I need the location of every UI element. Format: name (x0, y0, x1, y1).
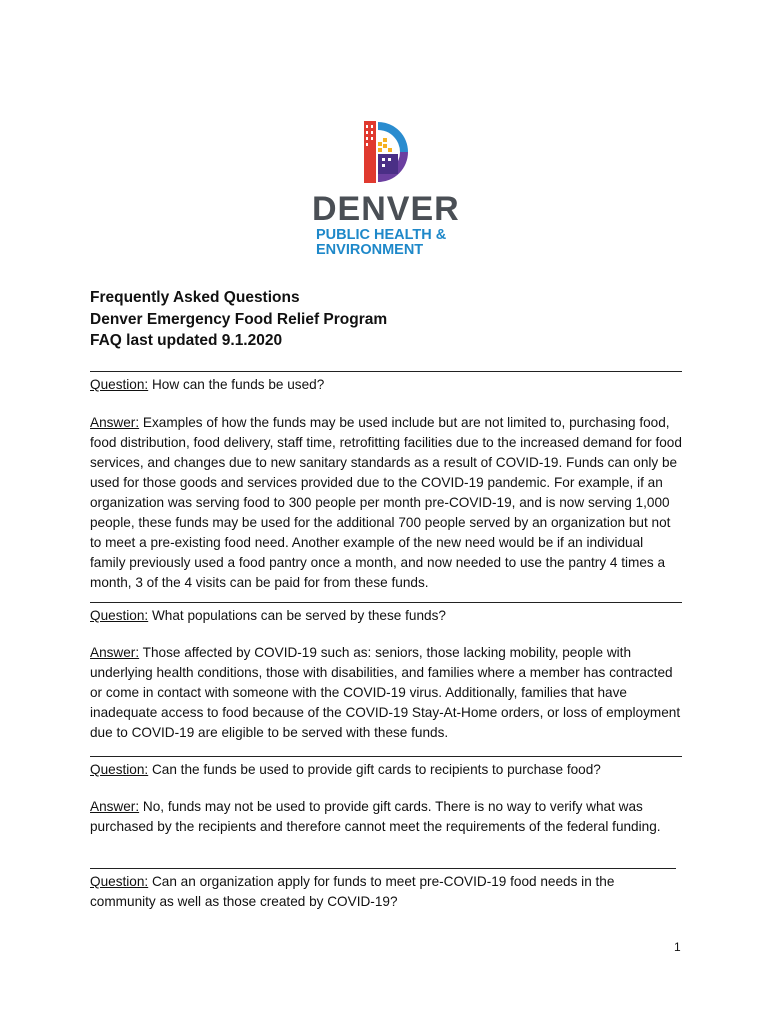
question-text: Can the funds be used to provide gift cards to recipients to purchase food? (151, 762, 601, 777)
answer-label: Answer: (90, 645, 140, 660)
divider (90, 371, 682, 372)
question-4 (90, 872, 682, 912)
heading-program: Denver Emergency Food Relief Program (90, 310, 388, 328)
logo-subtitle (316, 228, 476, 258)
question-text: Can an organization apply for funds to meet pre-COVID-19 food needs in the community as well as those created by COVID-19? (90, 874, 615, 909)
answer-text: Those affected by COVID-19 such as: seniors, those lacking mobility, people with underlying health conditions, those with disabilities, and families where a member has contracted or come in contact with someone with the COVID-19 virus. Additionally, families that have inadequate access to food because of the COVID-19 Stay-At-Home orders, or loss of employment due to COVID-19 are eligible to be served with these funds. (90, 645, 681, 740)
document-heading (90, 287, 690, 352)
question-label: Question: (90, 874, 149, 889)
question-label: Question: (90, 762, 149, 777)
question-3 (90, 760, 682, 780)
answer-text: Examples of how the funds may be used include but are not limited to, purchasing food, food distribution, food delivery, staff time, retrofitting facilities due to the increased demand for food services, and changes due to new sanitary standards as a result of COVID-19. Funds can only be used for those goods and services provided due to the COVID-19 pandemic. For example, if an organization was serving food to 300 people per month pre-COVID-19, and is now serving 1,000 people, these funds may be used for the additional 700 people served by an organization but not to meet a pre-existing food need. Another example of the new need would be if an individual family previously used a food pantry once a month, and now needed to use the pantry 4 times a month, 3 of the 4 visits can be paid for from these funds. (90, 415, 682, 590)
answer-3 (90, 797, 682, 837)
question-label: Question: (90, 608, 149, 623)
answer-2 (90, 643, 682, 743)
question-text: What populations can be served by these funds? (151, 608, 446, 623)
answer-label: Answer: (90, 415, 140, 430)
question-label: Question: (90, 377, 149, 392)
divider (90, 868, 676, 869)
heading-updated: FAQ last updated 9.1.2020 (90, 332, 283, 349)
question-text: How can the funds be used? (151, 377, 325, 392)
logo-wordmark: DENVER (312, 190, 460, 228)
divider (90, 756, 682, 757)
divider (90, 602, 682, 603)
page-number: 1 (674, 940, 681, 954)
denver-logo-mark (362, 118, 412, 184)
question-1 (90, 375, 682, 395)
answer-text: No, funds may not be used to provide gift cards. There is no way to verify what was purchased by the recipients and therefore cannot meet the requirements of the federal funding. (90, 799, 661, 834)
answer-1 (90, 413, 682, 593)
logo-subtitle-line-1: PUBLIC HEALTH & (316, 227, 447, 243)
heading-title: Frequently Asked Questions (90, 289, 300, 306)
answer-label: Answer: (90, 799, 140, 814)
question-2 (90, 606, 682, 626)
logo-subtitle-line-2: ENVIRONMENT (316, 242, 424, 258)
